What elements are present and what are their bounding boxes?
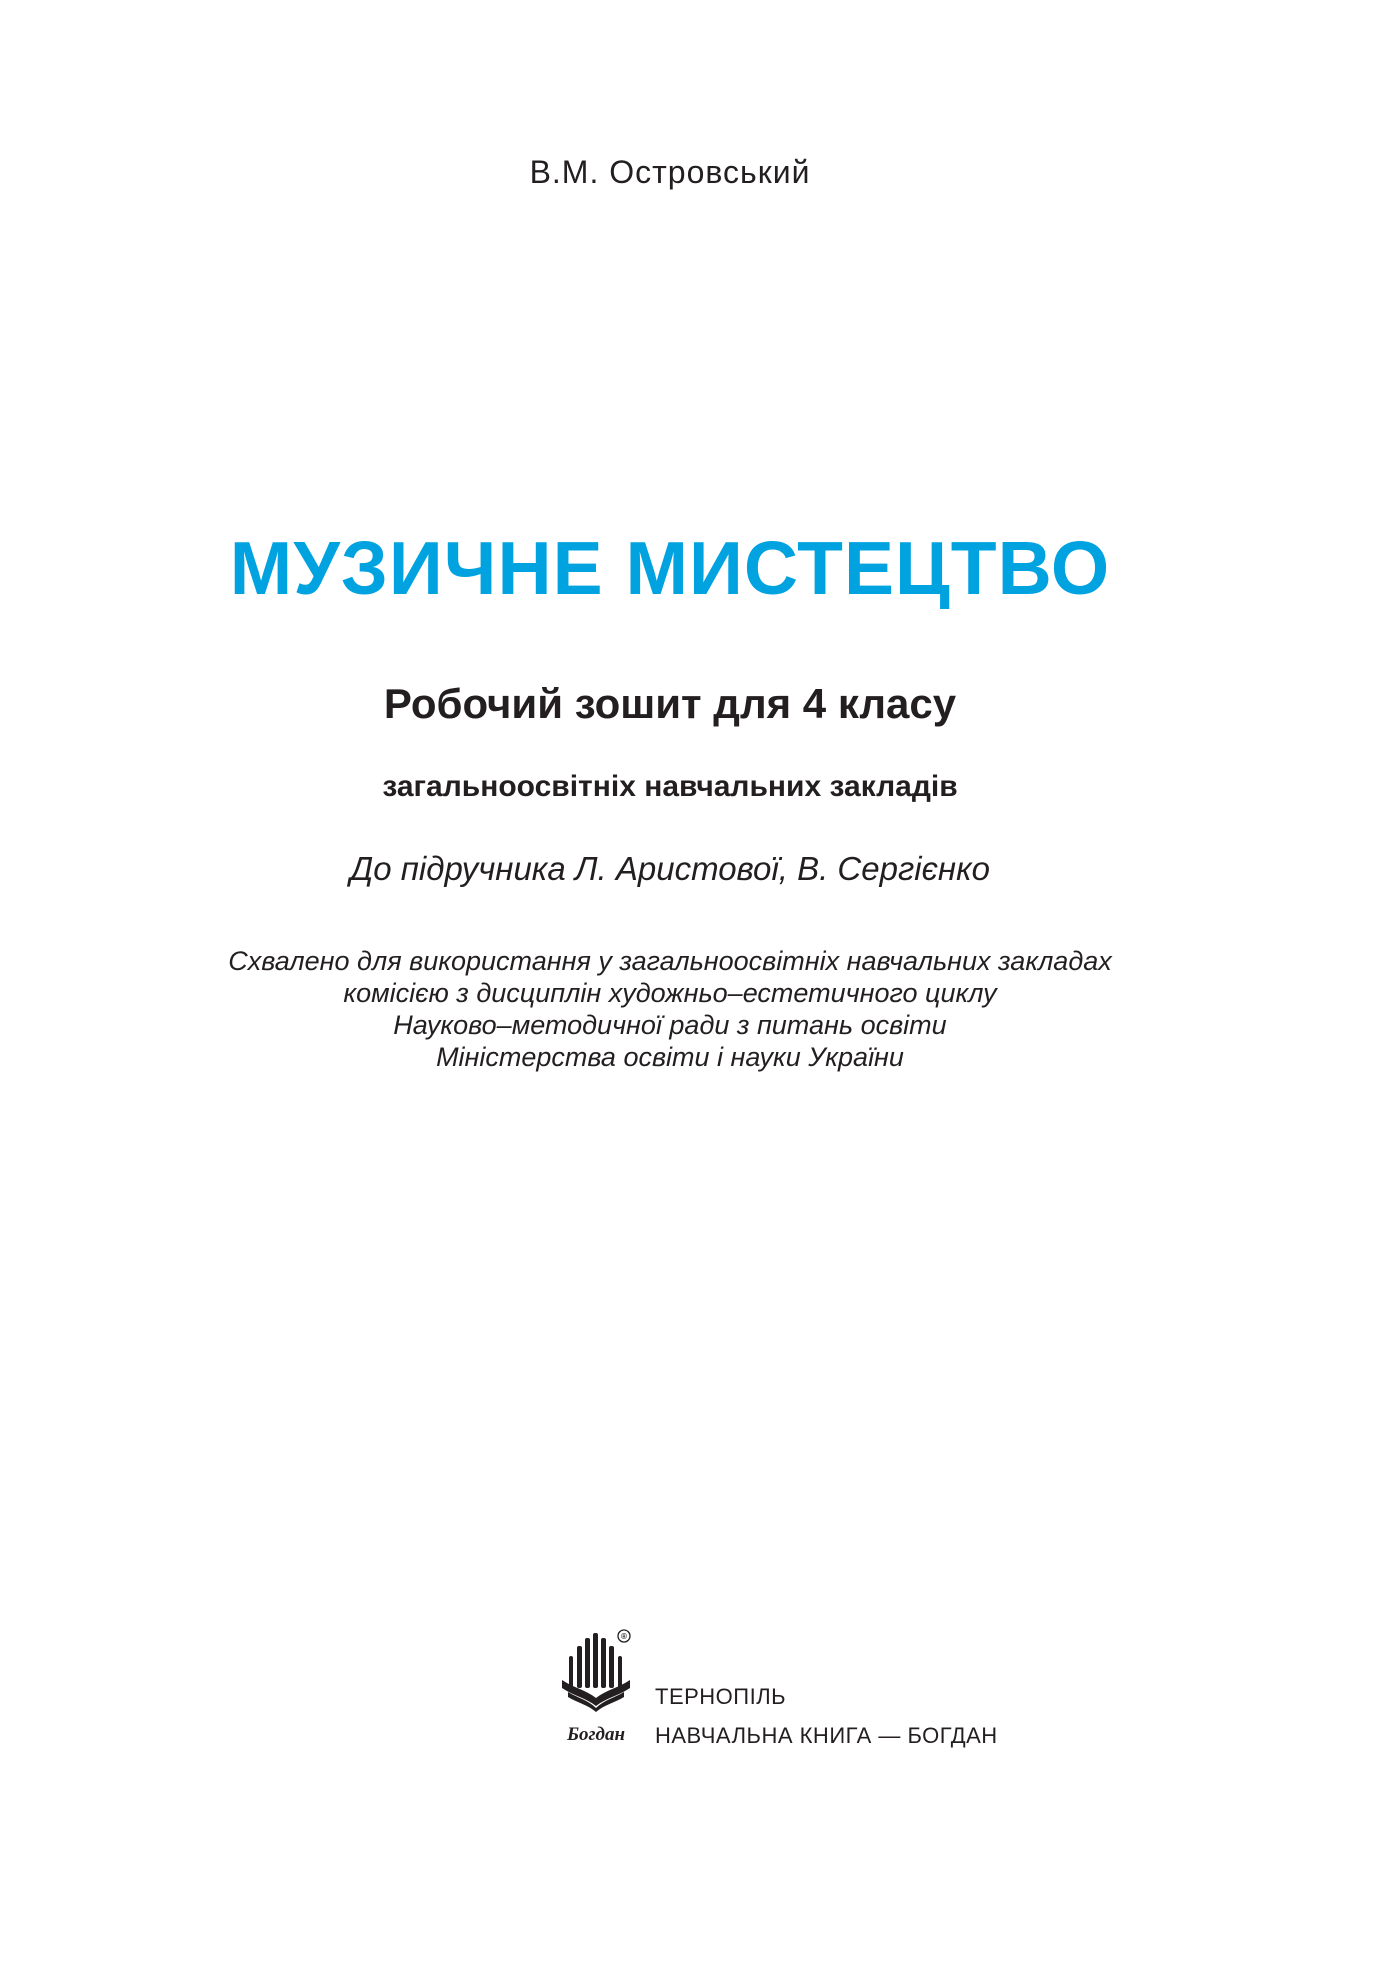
- author-name: В.М. Островський: [529, 154, 811, 190]
- audience-line: загальноосвітніх навчальних закладів: [382, 770, 958, 803]
- approval-block: [0, 945, 1340, 1073]
- approval-line: комісією з дисциплін художньо–естетичного циклу: [343, 978, 997, 1008]
- registered-mark: ®: [621, 1632, 627, 1641]
- approval-line: Міністерства освіти і науки України: [436, 1042, 904, 1072]
- logo-wordmark: Богдан: [566, 1724, 626, 1745]
- publisher-city: ТЕРНОПІЛЬ: [655, 1684, 787, 1709]
- book-wheat-logo-icon: [552, 1628, 650, 1748]
- publisher-name: НАВЧАЛЬНА КНИГА — БОГДАН: [655, 1723, 998, 1748]
- approval-line: Науково–методичної ради з питань освіти: [393, 1010, 947, 1040]
- publisher-block: [552, 1628, 1012, 1748]
- textbook-reference: До підручника Л. Аристової, В. Сергієнко: [349, 850, 991, 887]
- book-subtitle: Робочий зошит для 4 класу: [383, 680, 957, 727]
- approval-line: Схвалено для використання у загальноосвітніх навчальних закладах: [228, 946, 1112, 976]
- book-title: МУЗИЧНЕ МИСТЕЦТВО: [229, 526, 1111, 610]
